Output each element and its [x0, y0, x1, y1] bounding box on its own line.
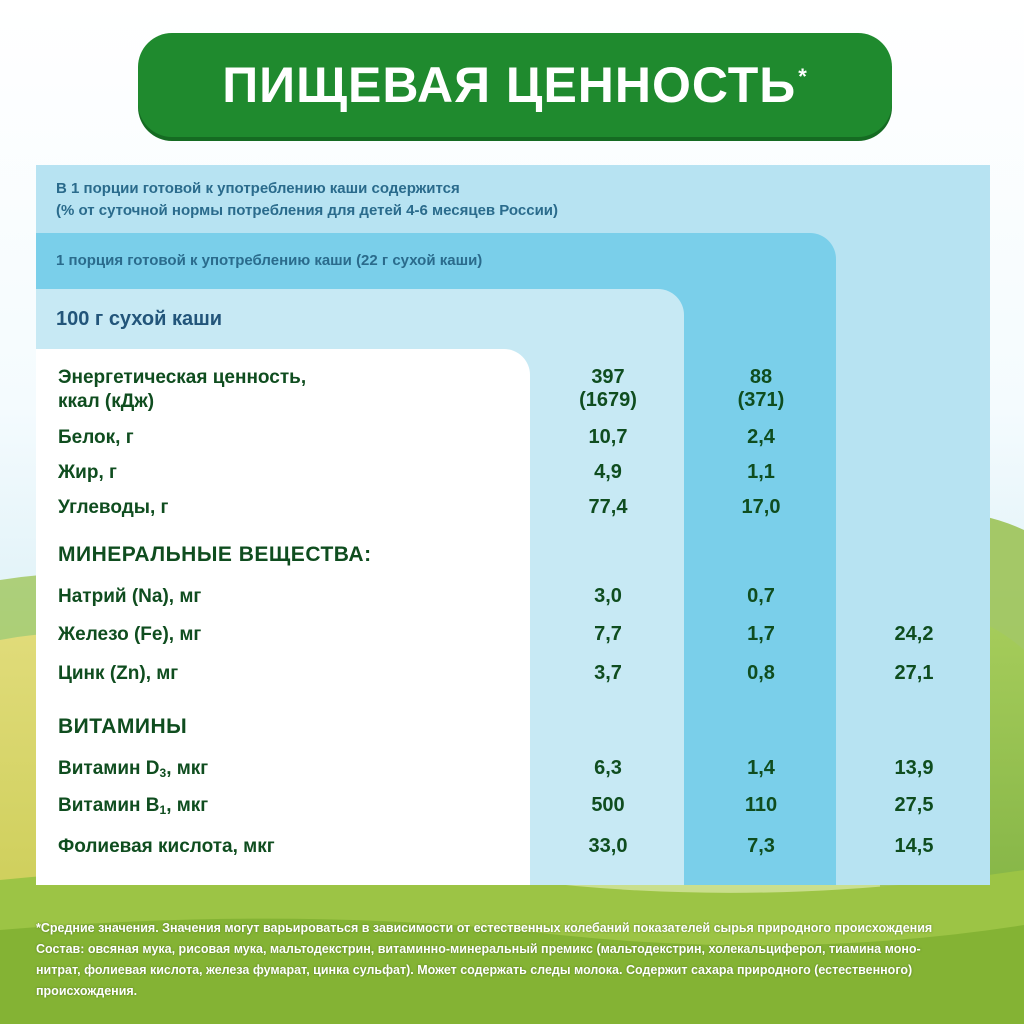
value-percent-daily: 27,5 [894, 794, 934, 816]
row-label: Углеводы, г [58, 497, 169, 518]
value-per-100g: 3,7 [594, 662, 622, 684]
value-per-serving: 1,7 [747, 623, 775, 645]
value-percent-daily: 14,5 [894, 835, 934, 857]
header-per-serving: 1 порция готовой к употреблению каши (22 г сухой каши) [56, 252, 483, 269]
value-per-100g: 397 (1679) [579, 366, 637, 411]
value-per-serving: 88 (371) [737, 366, 785, 411]
title-asterisk: * [798, 64, 808, 90]
footnote-average-values: *Средние значения. Значения могут варьироваться в зависимости от естественных колебаний показателей сырья природного происхождения [36, 921, 933, 935]
value-percent-daily: 24,2 [894, 623, 934, 645]
row-label: Энергетическая ценность, ккал (кДж) [58, 367, 307, 412]
value-per-serving: 0,8 [747, 662, 775, 684]
value-per-100g: 33,0 [588, 835, 628, 857]
header-per-100g: 100 г сухой каши [56, 308, 223, 330]
value-percent-daily: 13,9 [894, 757, 934, 779]
value-per-100g: 3,0 [594, 585, 622, 607]
title-banner [138, 33, 892, 137]
row-label: Фолиевая кислота, мкг [58, 836, 275, 857]
value-per-100g: 4,9 [594, 461, 622, 483]
value-per-100g: 6,3 [594, 757, 622, 779]
value-per-serving: 1,4 [747, 757, 775, 779]
row-label: Цинк (Zn), мг [58, 663, 179, 684]
section-heading: МИНЕРАЛЬНЫЕ ВЕЩЕСТВА: [58, 543, 372, 566]
row-label: Витамин $D_3$, мкг [58, 758, 209, 780]
composition-line: происхождения. [36, 984, 138, 998]
composition-line: Состав: овсяная мука, рисовая мука, мальтодекстрин, витаминно-минеральный премикс (мальтодекстрин, холекальциферол, тиамина моно- [36, 942, 921, 956]
row-label: Белок, г [58, 427, 134, 448]
value-per-serving: 17,0 [741, 496, 781, 518]
value-per-serving: 110 [744, 794, 778, 816]
value-per-100g: 77,4 [588, 496, 628, 518]
value-per-100g: 7,7 [594, 623, 622, 645]
section-heading: ВИТАМИНЫ [58, 715, 188, 738]
value-per-serving: 1,1 [747, 461, 775, 483]
value-percent-daily: 27,1 [894, 662, 934, 684]
row-label: Натрий (Na), мг [58, 586, 202, 607]
value-per-100g: 500 [591, 794, 625, 816]
page-title: ПИЩЕВАЯ ЦЕННОСТЬ* [222, 57, 808, 113]
value-per-serving: 7,3 [747, 835, 775, 857]
row-label: Жир, г [58, 462, 117, 483]
row-label: Железо (Fe), мг [58, 624, 202, 645]
footer-notes [36, 918, 996, 1002]
value-per-serving: 0,7 [747, 585, 775, 607]
row-label: Витамин $B_1$, мкг [58, 795, 209, 817]
value-per-serving: 2,4 [747, 426, 775, 448]
value-per-100g: 10,7 [588, 426, 628, 448]
composition-line: нитрат, фолиевая кислота, железа фумарат, цинка сульфат). Может содержать следы молока. Содержит сахара природного (естественного) [36, 963, 913, 977]
header-percent-daily: В 1 порции готовой к употреблению каши содержится (% от суточной нормы потребления для детей 4-6 месяцев России) [56, 180, 559, 219]
